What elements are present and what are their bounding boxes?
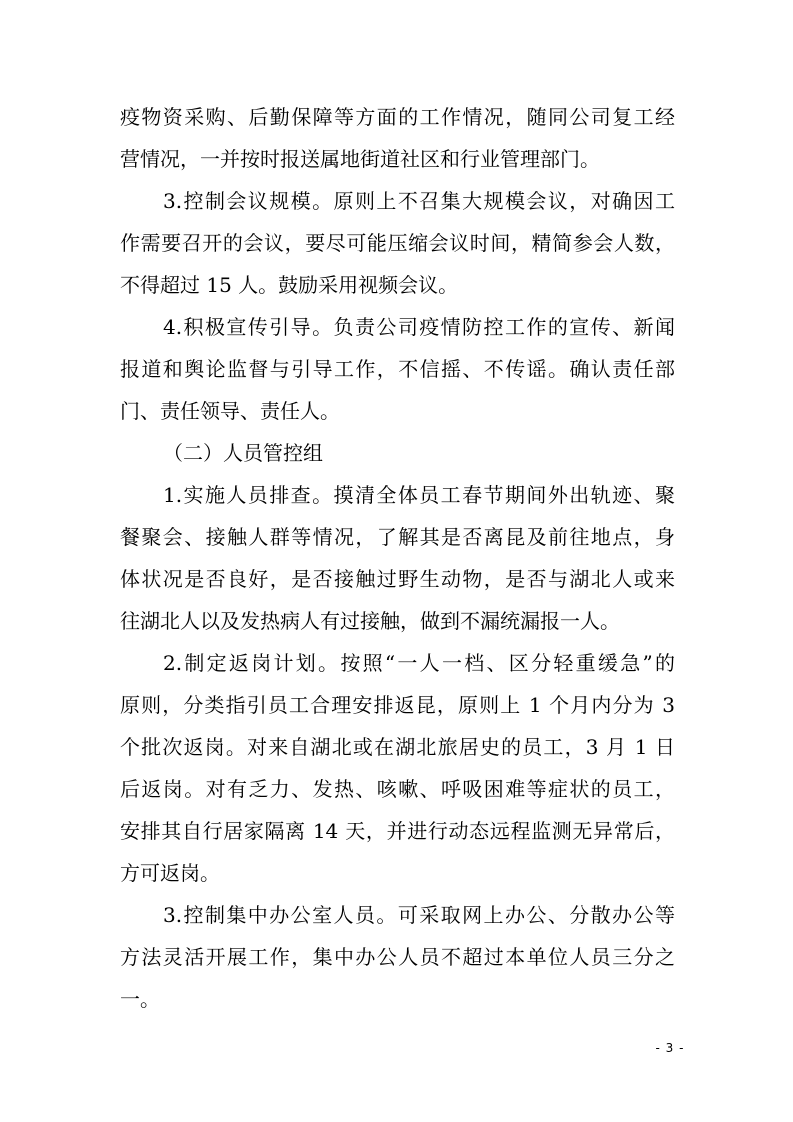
text-line: 个批次返岗。对来自湖北或在湖北旅居史的员工，3 月 1 日	[120, 735, 675, 759]
text-line: 1.实施人员排查。摸清全体员工春节期间外出轨迹、聚	[163, 483, 675, 507]
text-line: 门、责任领导、责任人。	[120, 399, 340, 423]
text-line: 后返岗。对有乏力、发热、咳嗽、呼吸困难等症状的员工，	[120, 777, 675, 801]
text-line: 2.制定返岗计划。按照“一人一档、区分轻重缓急”的	[163, 651, 675, 675]
text-line: 一。	[120, 987, 160, 1011]
text-line: 营情况，一并按时报送属地街道社区和行业管理部门。	[120, 147, 600, 171]
text-line: 往湖北人以及发热病人有过接触，做到不漏统漏报一人。	[120, 609, 620, 633]
text-line: 餐聚会、接触人群等情况，了解其是否离昆及前往地点，身	[120, 525, 675, 549]
page-number: - 3 -	[655, 1041, 685, 1055]
text-line: 不得超过 15 人。鼓励采用视频会议。	[120, 273, 459, 297]
text-line: 安排其自行居家隔离 14 天，并进行动态远程监测无异常后，	[120, 819, 675, 843]
text-line: 体状况是否良好，是否接触过野生动物，是否与湖北人或来	[120, 567, 675, 591]
text-line: 报道和舆论监督与引导工作，不信摇、不传谣。确认责任部	[120, 357, 675, 381]
text-line: 3.控制集中办公室人员。可采取网上办公、分散办公等	[163, 903, 675, 927]
text-line: 4.积极宣传引导。负责公司疫情防控工作的宣传、新闻	[163, 315, 675, 339]
text-line: 方法灵活开展工作，集中办公人员不超过本单位人员三分之	[120, 945, 675, 969]
text-line: 3.控制会议规模。原则上不召集大规模会议，对确因工	[163, 189, 675, 213]
text-line: 作需要召开的会议，要尽可能压缩会议时间，精简参会人数，	[120, 231, 675, 255]
text-line: 方可返岗。	[120, 861, 220, 885]
text-line: 原则，分类指引员工合理安排返昆，原则上 1 个月内分为 3	[120, 693, 675, 717]
text-line: 疫物资采购、后勤保障等方面的工作情况，随同公司复工经	[120, 105, 675, 129]
section-heading: （二）人员管控组	[163, 441, 323, 465]
